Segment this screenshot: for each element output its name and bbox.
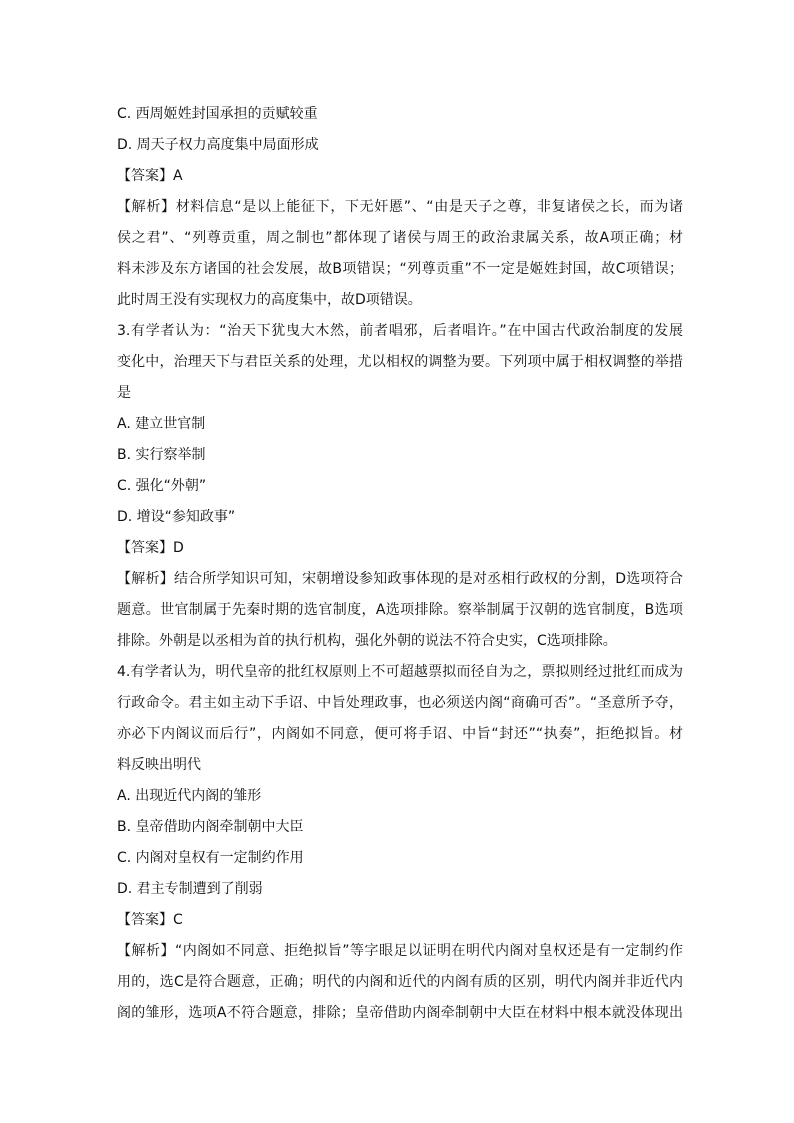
q3-analysis xyxy=(117,564,683,657)
q4-stem xyxy=(117,657,683,781)
q2-analysis-line: 侯之君”、“列尊贡重，周之制也”都体现了诸侯与周王的政治隶属关系，故A项正确；材 xyxy=(117,230,683,246)
q3-option-d: D. 增设“参知政事” xyxy=(117,509,236,525)
q4-analysis-line: 【解析】“内阁如不同意、拒绝拟旨”等字眼足以证明在明代内阁对皇权还是有一定制约作 xyxy=(117,943,683,959)
q2-option-d: D. 周天子权力高度集中局面形成 xyxy=(117,137,319,153)
q4-analysis-line: 用的，选C是符合题意，正确；明代的内阁和近代的内阁有质的区别，明代内阁并非近代内 xyxy=(117,974,683,990)
q3-option-c: C. 强化“外朝” xyxy=(117,478,207,494)
q3-stem-line: 是 xyxy=(117,385,131,401)
q4-stem-line: 亦必下内阁议而后行”，内阁如不同意，便可将手诏、中旨“封还”“执奏”，拒绝拟旨。材 xyxy=(117,726,683,742)
q3-stem-line: 变化中，治理天下与君臣关系的处理，尤以相权的调整为要。下列项中属于相权调整的举措 xyxy=(117,354,683,370)
q3-option-a: A. 建立世官制 xyxy=(117,416,206,432)
q2-analysis-line: 【解析】材料信息“是以上能征下，下无奸慝”、“由是天子之尊，非复诸侯之长，而为诸 xyxy=(117,199,683,215)
q3-analysis-line: 【解析】结合所学知识可知，宋朝增设参知政事体现的是对丞相行政权的分割，D选项符合 xyxy=(117,571,683,587)
document-body xyxy=(117,99,683,1029)
q3-answer: 【答案】D xyxy=(117,540,184,556)
q4-answer: 【答案】C xyxy=(117,912,183,928)
q4-stem-line: 4.有学者认为，明代皇帝的批红权原则上不可超越票拟而径自为之，票拟则经过批红而成为 xyxy=(117,664,683,680)
q3-stem xyxy=(117,316,683,409)
q3-analysis-line: 题意。世官制属于先秦时期的选官制度，A选项排除。察举制属于汉朝的选官制度，B选项 xyxy=(117,602,683,618)
q3-stem-line: 3.有学者认为：“治天下犹曳大木然，前者唱邪，后者唱许。”在中国古代政治制度的发展 xyxy=(117,323,683,339)
q4-analysis xyxy=(117,936,683,1029)
q2-analysis-line: 此时周王没有实现权力的高度集中，故D项错误。 xyxy=(117,292,422,308)
q4-option-c: C. 内阁对皇权有一定制约作用 xyxy=(117,850,304,866)
q4-option-b: B. 皇帝借助内阁牵制朝中大臣 xyxy=(117,819,304,835)
q4-stem-line: 行政命令。君主如主动下手诏、中旨处理政事，也必须送内阁“商确可否”。“圣意所予夺， xyxy=(117,695,683,711)
q4-option-d: D. 君主专制遭到了削弱 xyxy=(117,881,263,897)
q4-stem-line: 料反映出明代 xyxy=(117,757,201,773)
q2-analysis-line: 料未涉及东方诸国的社会发展，故B项错误；“列尊贡重”不一定是姬姓封国，故C项错误； xyxy=(117,261,683,277)
q4-analysis-line: 阁的雏形，选项A不符合题意，排除；皇帝借助内阁牵制朝中大臣在材料中根本就没体现出 xyxy=(117,1005,683,1021)
q3-option-b: B. 实行察举制 xyxy=(117,447,206,463)
q4-option-a: A. 出现近代内阁的雏形 xyxy=(117,788,262,804)
q2-option-c: C. 西周姬姓封国承担的贡赋较重 xyxy=(117,106,318,122)
q2-analysis xyxy=(117,192,683,316)
q2-answer: 【答案】A xyxy=(117,168,183,184)
q3-analysis-line: 排除。外朝是以丞相为首的执行机构，强化外朝的说法不符合史实，C选项排除。 xyxy=(117,633,617,649)
